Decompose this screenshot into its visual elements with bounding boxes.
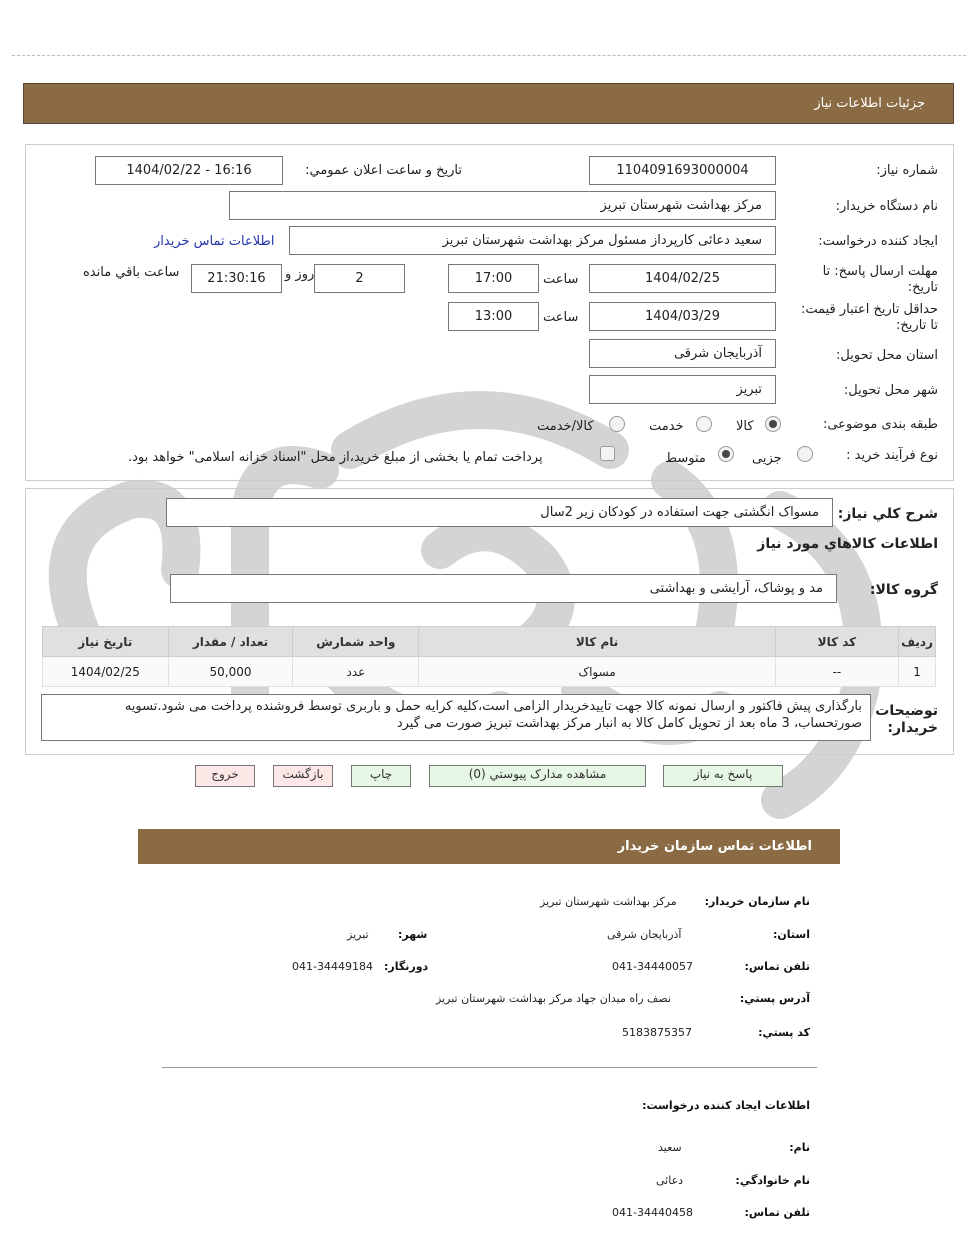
goods-group-label: گروه کالا: — [869, 582, 938, 598]
creator-label: ايجاد کننده درخواست: — [818, 234, 938, 249]
goods-section-title: اطلاعات کالاهاي مورد نياز — [757, 536, 938, 552]
cell-code: -- — [775, 657, 898, 687]
notes-line-1: بارگذاری پیش فاکتور و ارسال نمونه کالا جهت تاییدخریدار الزامی است،کلیه کرایه حمل و باربری توسط فروشنده پرداخت می شود.تسویه — [124, 699, 862, 714]
creator-info-title: اطلاعات ايجاد کننده درخواست: — [642, 1099, 810, 1112]
treasury-payment-checkbox[interactable] — [600, 446, 615, 461]
goods-group-field: مد و پوشاک، آرایشی و بهداشتی — [170, 574, 837, 603]
col-code: کد کالا — [775, 627, 898, 657]
top-divider — [12, 55, 966, 56]
col-qty: تعداد / مقدار — [168, 627, 293, 657]
process-label: نوع فرآیند خرید : — [846, 448, 938, 463]
creator-field: سعید دعائی کارپرداز مسئول مرکز بهداشت شهرستان تبریز — [289, 226, 776, 255]
creator-phone-label: تلفن تماس: — [744, 1206, 810, 1219]
remaining-label: ساعت باقي مانده — [83, 265, 180, 280]
days-field: 2 — [314, 264, 405, 293]
announce-label: تاريخ و ساعت اعلان عمومي: — [305, 163, 462, 178]
process-partial-radio[interactable] — [797, 446, 813, 462]
category-service-radio[interactable] — [696, 416, 712, 432]
category-label: طبقه بندی موضوعی: — [822, 417, 938, 432]
contact-divider — [162, 1067, 817, 1068]
creator-name: سعید — [658, 1141, 682, 1154]
category-goods-label: كالا — [736, 419, 754, 434]
table-row — [43, 657, 936, 687]
validity-label-line1: حداقل تاريخ اعتبار قيمت: — [800, 302, 938, 317]
category-service-label: خدمت — [649, 419, 684, 434]
cell-name: مسواک — [419, 657, 775, 687]
back-button[interactable]: بازگشت — [273, 765, 333, 787]
announce-date-field: 1404/02/22 - 16:16 — [95, 156, 283, 185]
creator-family: دعائی — [656, 1174, 684, 1187]
process-medium-label: متوسط — [665, 451, 706, 466]
contact-postal: 5183875357 — [622, 1026, 692, 1039]
city-field: تبریز — [589, 375, 776, 404]
days-label: روز و — [285, 267, 315, 282]
contact-province: آذربایجان شرقی — [607, 928, 682, 941]
creator-name-label: نام: — [789, 1141, 810, 1154]
attachments-button[interactable]: مشاهده مدارک پيوستي (0) — [429, 765, 646, 787]
buyer-org-name-label: نام سازمان خريدار: — [704, 895, 810, 908]
contact-city: تبریز — [347, 928, 369, 941]
process-medium-radio[interactable] — [718, 446, 734, 462]
col-unit: واحد شمارش — [293, 627, 419, 657]
category-both-label: كالا/خدمت — [537, 419, 594, 434]
validity-time-field: 13:00 — [448, 302, 539, 331]
deadline-label-line1: مهلت ارسال پاسخ: تا — [822, 264, 938, 279]
contact-phone-label: تلفن تماس: — [744, 960, 810, 973]
buyer-org-label: نام دستگاه خريدار: — [835, 199, 938, 214]
creator-phone: 041-34440458 — [612, 1206, 693, 1219]
need-number-label: شماره نياز: — [876, 163, 938, 178]
contact-city-label: شهر: — [398, 928, 428, 941]
deadline-time-field: 17:00 — [448, 264, 539, 293]
goods-table — [42, 626, 936, 687]
notes-field — [41, 694, 871, 741]
buyer-org-name: مرکز بهداشت شهرستان تبریز — [540, 895, 677, 908]
treasury-payment-note: پرداخت تمام یا بخشی از مبلغ خرید،از محل "اسناد خزانه اسلامی" خواهد بود. — [128, 450, 543, 465]
cell-row: 1 — [899, 657, 936, 687]
buyer-contact-title: اطلاعات تماس سازمان خريدار — [617, 839, 812, 854]
deadline-label-line2: تاريخ: — [907, 280, 938, 295]
province-field: آذربایجان شرقی — [589, 339, 776, 368]
contact-fax: 041-34449184 — [292, 960, 373, 973]
exit-button[interactable]: خروج — [195, 765, 255, 787]
contact-phone: 041-34440057 — [612, 960, 693, 973]
city-label: شهر محل تحويل: — [843, 383, 938, 398]
validity-hour-label: ساعت — [543, 310, 579, 325]
col-date: تاريخ نياز — [43, 627, 169, 657]
contact-address: نصف راه میدان جهاد مرکز بهداشت شهرستان تبریز — [436, 992, 671, 1005]
contact-province-label: استان: — [773, 928, 810, 941]
cell-date: 1404/02/25 — [43, 657, 169, 687]
deadline-hour-label: ساعت — [543, 272, 579, 287]
need-number-field: 1104091693000004 — [589, 156, 776, 185]
deadline-date-field: 1404/02/25 — [589, 264, 776, 293]
page-header — [23, 83, 954, 124]
buyer-contact-link[interactable]: اطلاعات تماس خريدار — [154, 234, 275, 249]
goods-table-header — [43, 627, 936, 657]
contact-address-label: آدرس پستي: — [739, 992, 810, 1005]
province-label: استان محل تحويل: — [836, 348, 938, 363]
notes-label-line2: خريدار: — [887, 720, 938, 736]
contact-fax-label: دورنگار: — [384, 960, 429, 973]
validity-label-line2: تا تاريخ: — [896, 318, 938, 333]
print-button[interactable]: چاپ — [351, 765, 411, 787]
category-both-radio[interactable] — [609, 416, 625, 432]
reply-button[interactable]: پاسخ به نياز — [663, 765, 783, 787]
process-partial-label: جزیی — [752, 451, 782, 466]
creator-family-label: نام خانوادگي: — [735, 1174, 810, 1187]
summary-label: شرح کلي نياز: — [837, 506, 938, 522]
buyer-org-field: مرکز بهداشت شهرستان تبریز — [229, 191, 776, 220]
cell-qty: 50,000 — [168, 657, 293, 687]
notes-label-line1: توضيحات — [875, 703, 938, 719]
remaining-time-field: 21:30:16 — [191, 264, 282, 293]
page-title: جزئيات اطلاعات نياز — [814, 96, 925, 111]
category-goods-radio[interactable] — [765, 416, 781, 432]
col-row: رديف — [899, 627, 936, 657]
buyer-contact-header — [138, 829, 840, 864]
cell-unit: عدد — [293, 657, 419, 687]
col-name: نام کالا — [419, 627, 775, 657]
validity-date-field: 1404/03/29 — [589, 302, 776, 331]
summary-field: مسواک انگشتی جهت استفاده در کودکان زیر 2سال — [166, 498, 833, 527]
notes-line-2: صورتحساب، 3 ماه بعد از تحویل کامل کالا به انبار مرکز بهداشت تبریز صورت می گیرد — [396, 716, 862, 731]
contact-postal-label: کد پستي: — [758, 1026, 810, 1039]
